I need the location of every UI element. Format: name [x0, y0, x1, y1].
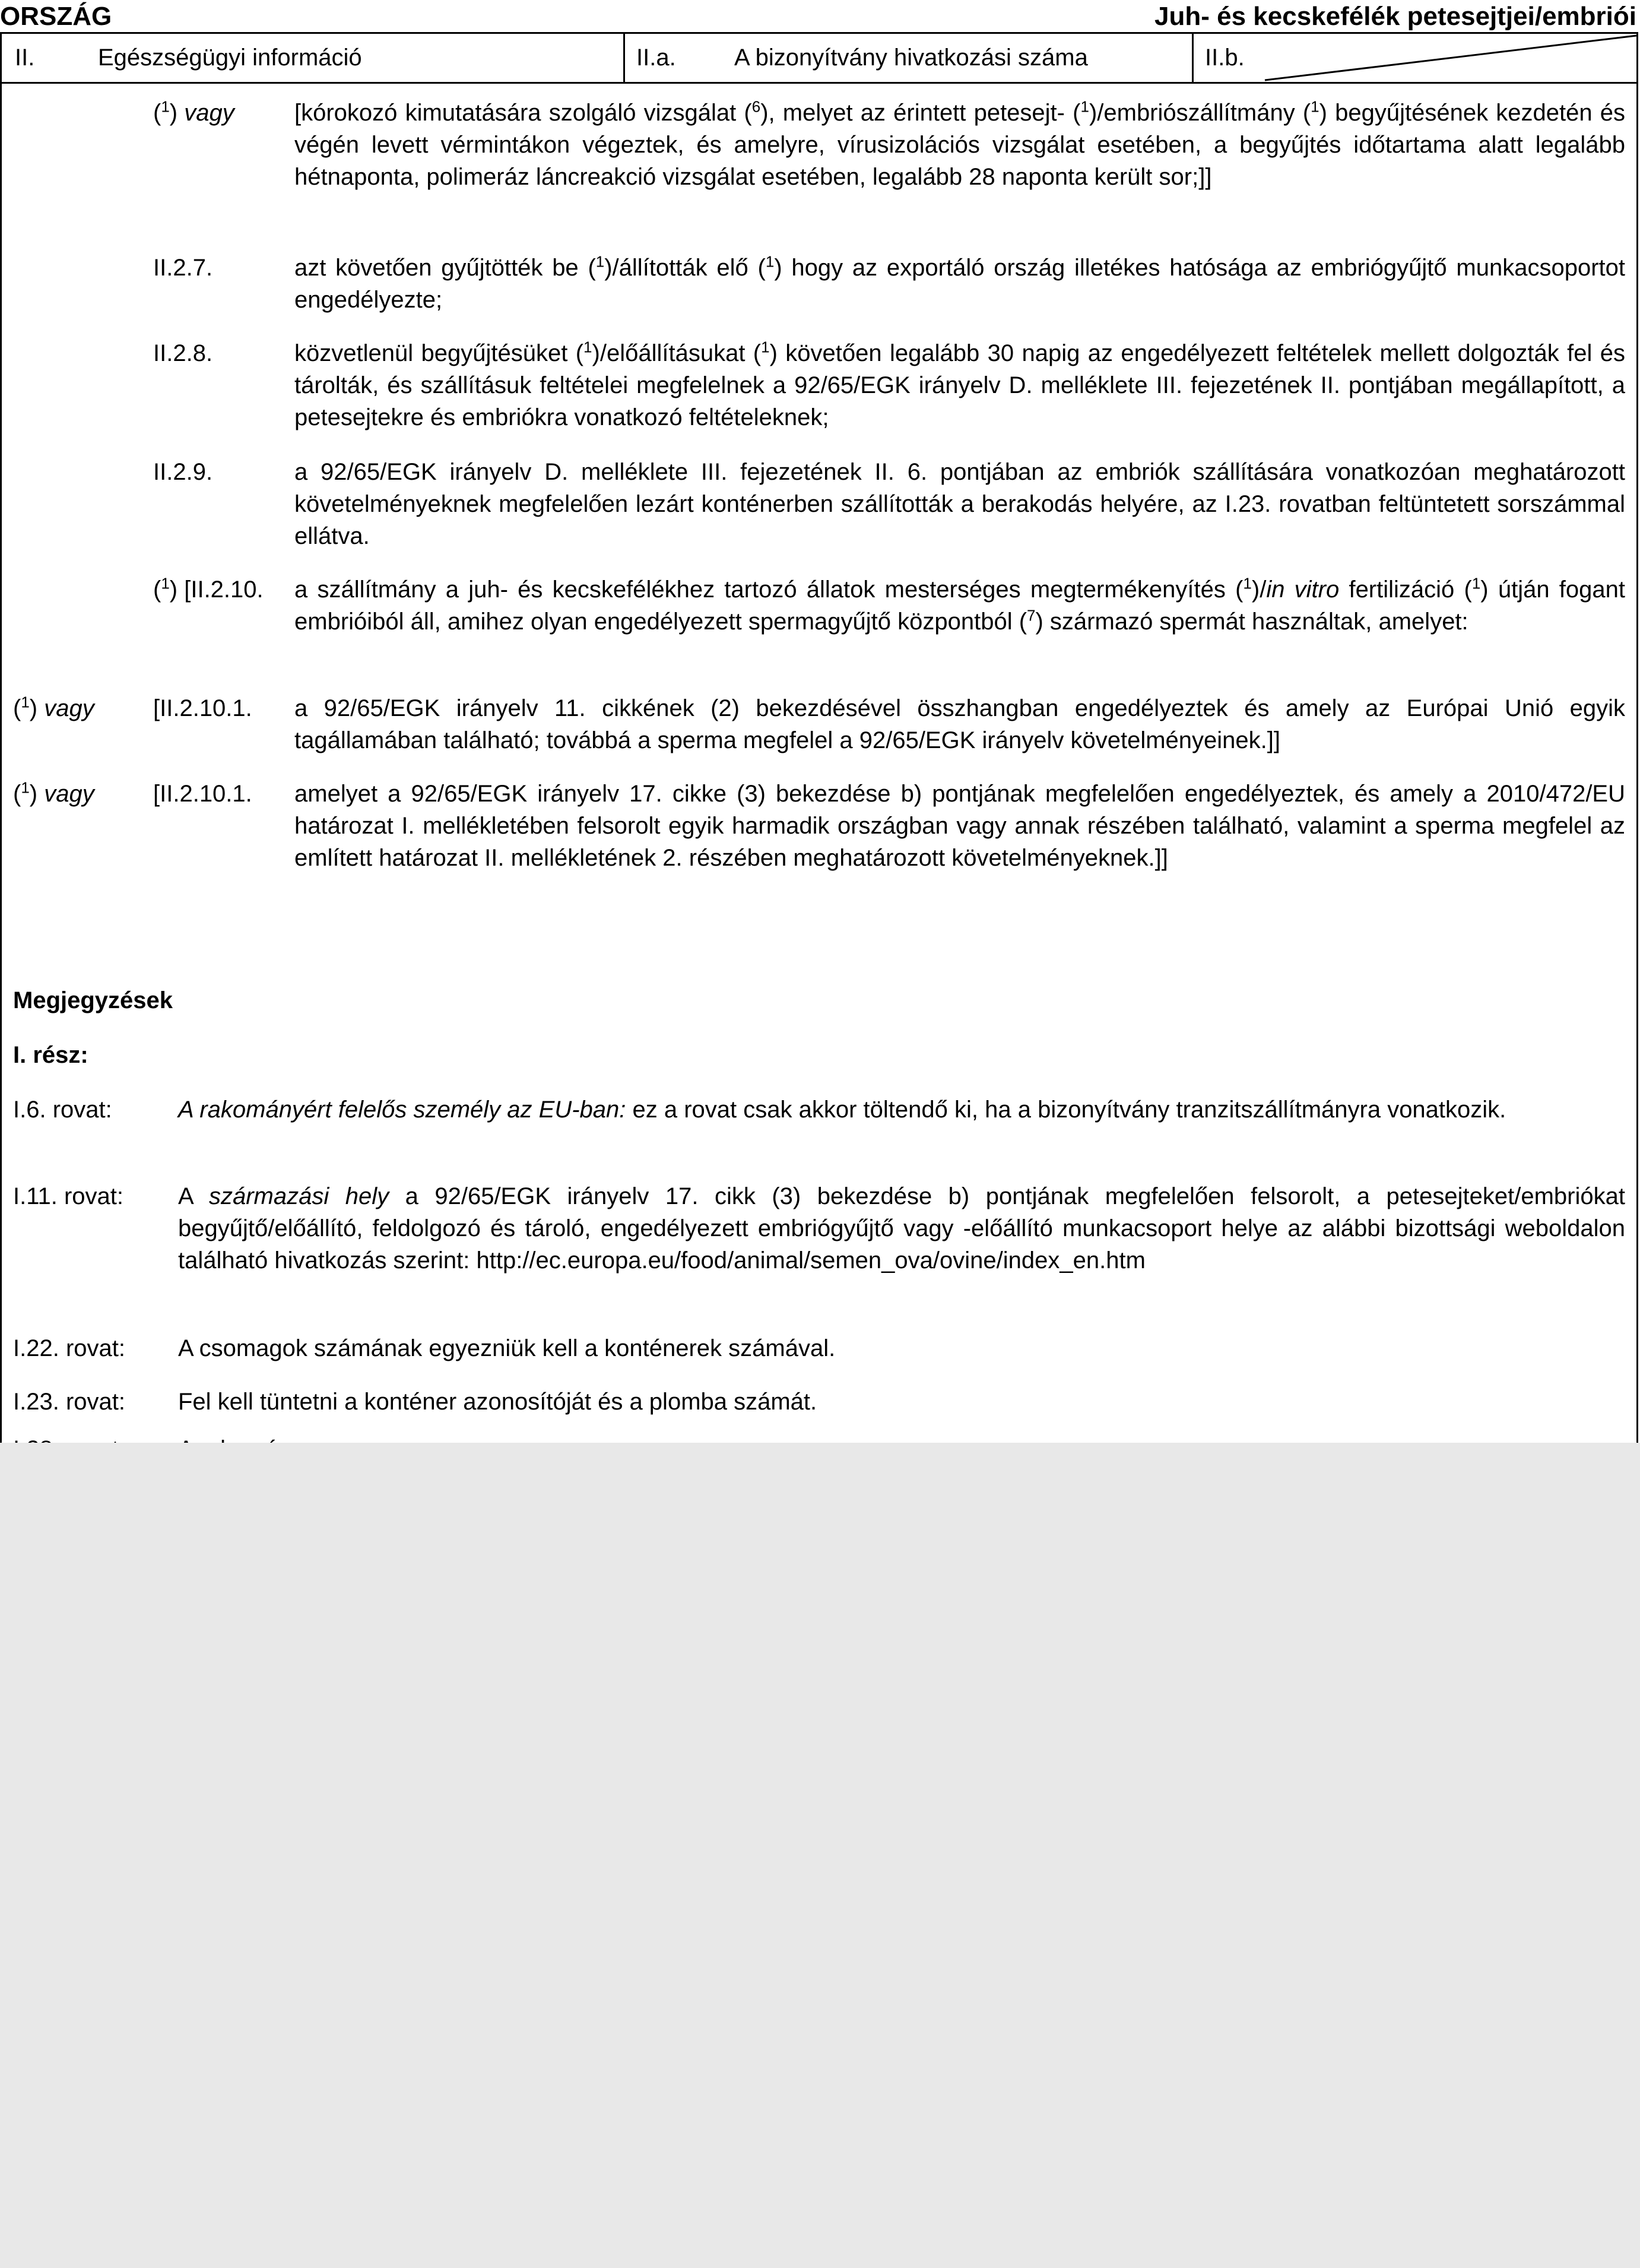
iib-label: II.b. [1205, 45, 1245, 71]
option-marker: ($^1$) vagy [153, 97, 234, 126]
option-marker: ($^1$) vagy [13, 693, 94, 721]
reference-title: A bizonyítvány hivatkozási száma [734, 45, 1088, 71]
note-text: Fel kell tüntetni a konténer azonosítóját és a plomba számát. [178, 1389, 817, 1415]
paragraph-text: azt követően gyűjtötték be ($^1$)/állították elő ($^1$) hogy az exportáló ország illetékes hatósága az embriógyűjtő munkacsoportot engedélyezte; [294, 252, 1626, 313]
divider [623, 34, 625, 82]
note-label: I.23. rovat: [13, 1389, 125, 1415]
paragraph-text: a 92/65/EGK irányelv D. melléklete III. fejezetének II. 6. pontjában az embriók szállítására vonatkozóan meghatározott követelményeknek megfelelően lezárt konténerben szállították a berakodás helyére, az I.23. rovatban feltüntetett sorszámmal ellátva. [294, 459, 1625, 549]
note-label: I.11. rovat: [13, 1183, 124, 1209]
section-header-row [2, 34, 1636, 84]
paragraph-text: amelyet a 92/65/EGK irányelv 17. cikke (3) bekezdése b) pontjának megfelelően engedélyeztek, és amely a 2010/472/EU határozat I. mellékletében felsorolt egyik harmadik országban vagy annak részében található, valamint a sperma megfelel az említett határozat II. mellékletének 2. részében meghatározott követelményeknek.]] [294, 781, 1625, 871]
paragraph-text: [kórokozó kimutatására szolgáló vizsgálat ($^6$), melyet az érintett petesejt- ($^1$)/embriószállítmány ($^1$) begyűjtésének kezdetén és végén levett vérmintákon végeztek, és amelyre, vírusizolációs vizsgálat esetében, a begyűjtés időtartama alatt legalább hétnaponta, polimeráz láncreakció vizsgálat esetében, legalább 28 naponta került sor;]] [294, 97, 1625, 190]
notes-heading: Megjegyzések [13, 987, 173, 1013]
note-label: I.22. rovat: [13, 1335, 125, 1361]
crossed-field [1194, 34, 1636, 82]
note-text: A csomagok számának egyezniük kell a konténerek számával. [178, 1335, 836, 1361]
paragraph-text: a szállítmány a juh- és kecskefélékhez tartozó állatok mesterséges megtermékenyítés ($^1$)/in vitro fertilizáció ($^1$) útján fogant embrióiból áll, amihez olyan engedélyezett spermagyűjtő központból ($^7$) származó spermát használtak, amelyet: [294, 574, 1626, 635]
paragraph-label: ($^1$) [II.2.10. [153, 574, 264, 603]
paragraph-label: [II.2.10.1. [153, 781, 252, 807]
paragraph-label: II.2.7. [153, 255, 213, 281]
certificate-title: Juh- és kecskefélék petesejtjei/embriói [1154, 2, 1636, 31]
paragraph-label: II.2.8. [153, 340, 213, 366]
note-text: A származási hely a 92/65/EGK irányelv 17. cikk (3) bekezdése b) pontjának megfelelően felsorolt, a petesejteket/embriókat begyűjtő/előállító, feldolgozó és tároló, engedélyezett embriógyűjtő vagy -előállító munkacsoport helye az alábbi bizottsági weboldalon található hivatkozás szerint: http://ec.europa.eu/food/animal/semen_ova/ovine/index_en.htm [178, 1183, 1625, 1274]
paragraph-text: közvetlenül begyűjtésüket ($^1$)/előállításukat ($^1$) követően legalább 30 napig az engedélyezett feltételek mellett dolgozták fel és tárolták, és szállításuk feltételei megfelelnek a 92/65/EGK irányelv D. melléklete III. fejezetének II. pontjában megállapított, a petesejtekre és embriókra vonatkozó feltételeknek; [294, 338, 1626, 430]
blank-area [0, 1443, 1640, 2268]
page-header [0, 0, 1640, 33]
section-number: II. [15, 45, 35, 71]
part-heading: I. rész: [13, 1042, 88, 1068]
reference-label: II.a. [636, 45, 676, 71]
country-label: ORSZÁG [0, 2, 112, 31]
paragraph-text: a 92/65/EGK irányelv 11. cikkének (2) bekezdésével összhangban engedélyeztek és amely az Európai Unió egyik tagállamában található; továbbá a sperma megfelel a 92/65/EGK irányelv követelményeinek.]] [294, 695, 1625, 753]
section-title: Egészségügyi információ [98, 45, 362, 71]
option-marker: ($^1$) vagy [13, 778, 94, 807]
paragraph-label: [II.2.10.1. [153, 695, 252, 721]
note-text: A rakományért felelős személy az EU-ban: ez a rovat csak akkor töltendő ki, ha a bizonyítvány tranzitszállítmányra vonatkozik. [178, 1097, 1506, 1123]
note-label: I.6. rovat: [13, 1097, 112, 1123]
paragraph-label: II.2.9. [153, 459, 213, 485]
